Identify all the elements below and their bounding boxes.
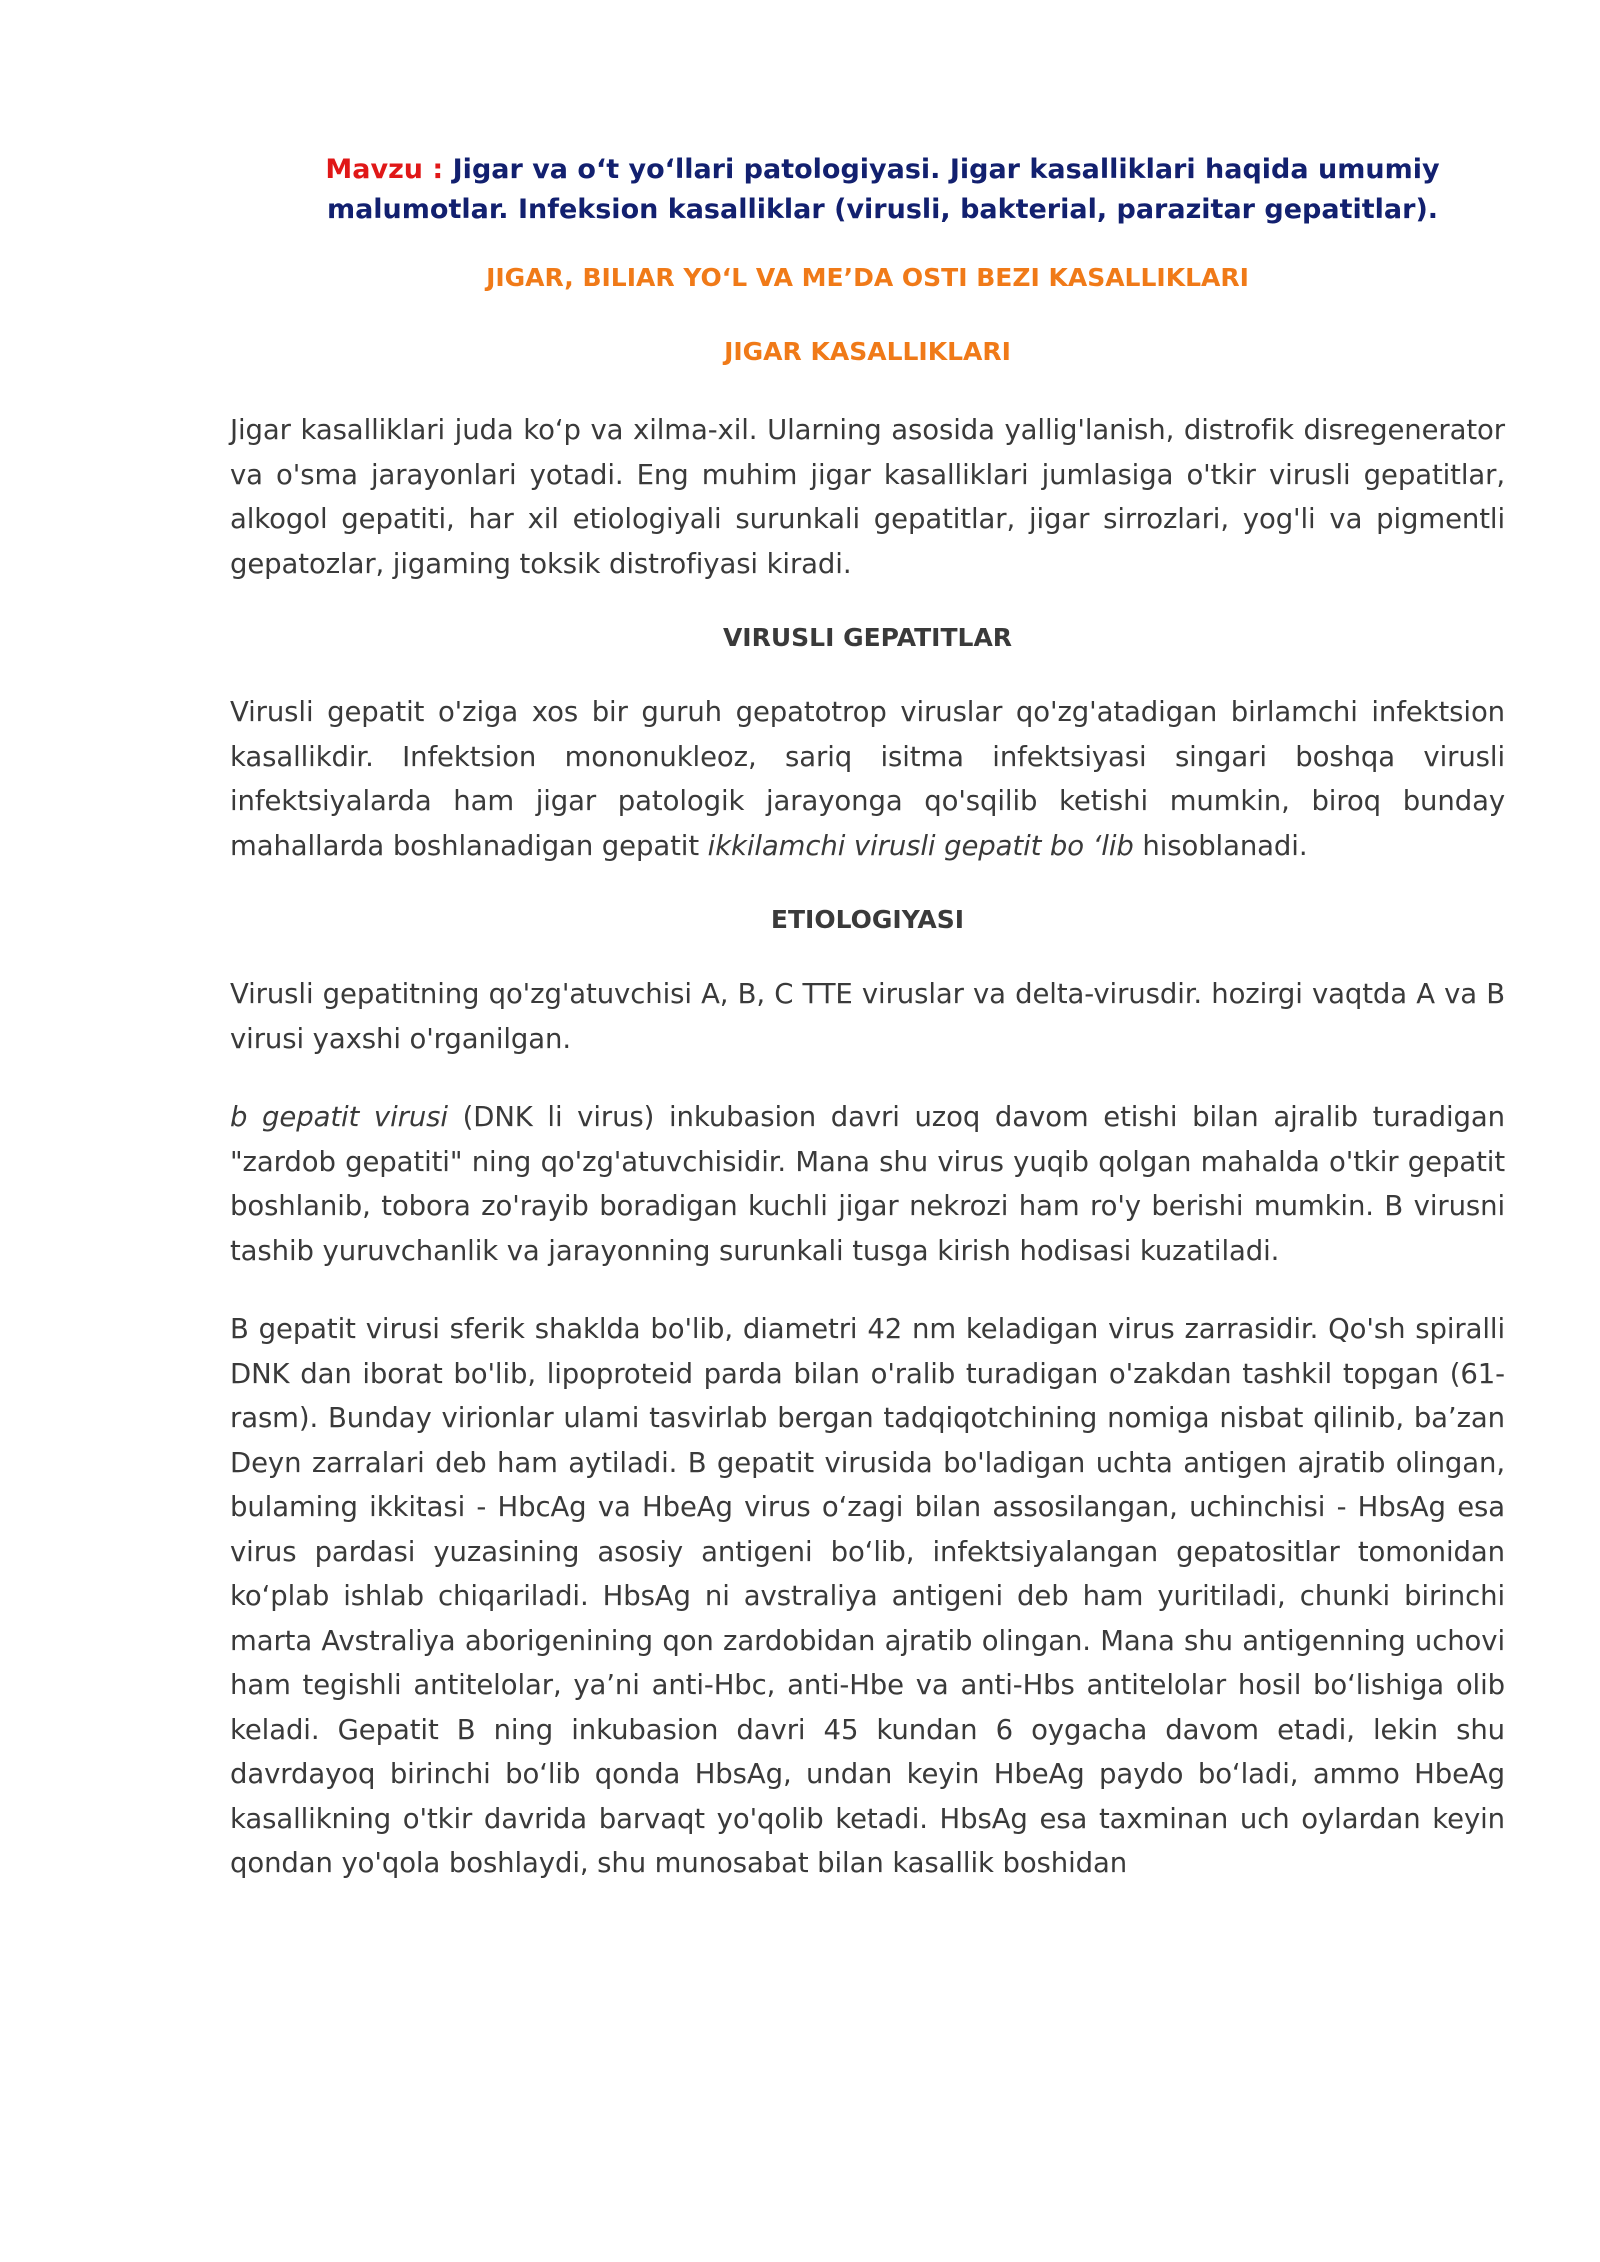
liver-diseases-heading: JIGAR KASALLIKLARI [724,337,1011,366]
viral-paragraph-italic: ikkilamchi virusli gepatit bo ‘lib [707,829,1134,862]
topic-text: Jigar va o‘t yo‘llari patologiyasi. Jigar kasalliklari haqida umumiy malumotlar. Infeksion kasalliklar (virusli, bakterial, parazitar gepatitlar). [326,154,1440,225]
viral-paragraph-tail: hisoblanadi. [1133,829,1308,862]
etiology-heading: ETIOLOGIYASI [770,905,965,934]
viral-paragraph-text: Virusli gepatit o'ziga xos bir guruh gepatotrop viruslar qo'zg'atadigan birlamchi infektsion kasallikdir. Infektsion mononukleoz, sariq isitma infektsiyasi singari boshqa virusli infektsiyalarda ham jigar patologik jarayonga qo'sqilib ketishi mumkin, biroq bunday mahallarda boshlanadigan gepatit [230,696,1505,862]
b-virus-paragraph [230,1095,1505,1273]
topic-label: Mavzu : [325,154,444,185]
b-virus-text: (DNK li virus) inkubasion davri uzoq davom etishi bilan ajralib turadigan "zardob gepatiti" ning qo'zg'atuvchisidir. Mana shu virus yuqib qolgan mahalda o'tkir gepatit boshlanib, tobora zo'rayib boradigan kuchli jigar nekrozi ham ro'y berishi mumkin. B virusni tashib yuruvchanlik va jarayonning surunkali tusga kirish hodisasi kuzatiladi. [230,1101,1505,1267]
topic-title [230,150,1505,230]
intro-paragraph: Jigar kasalliklari juda ko‘p va xilma-xil. Ularning asosida yallig'lanish, distrofik disregenerator va o'sma jarayonlari yotadi. Eng muhim jigar kasalliklari jumlasiga o'tkir virusli gepatitlar, alkogol gepatiti, har xil etiologiyali surunkali gepatitlar, jigar sirrozlari, yog'li va pigmentli gepatozlar, jigaming toksik distrofiyasi kiradi. [230,414,1505,580]
viral-hepatitis-heading: VIRUSLI GEPATITLAR [722,623,1013,652]
b-virus-italic: b gepatit virusi [230,1101,448,1133]
main-heading: JIGAR, BILIAR YO‘L VA ME’DA OSTI BEZI KASALLIKLARI [486,263,1249,292]
viral-hepatitis-paragraph [230,690,1505,868]
etiology-paragraph: Virusli gepatitning qo'zg'atuvchisi A, B, C TTE viruslar va delta-virusdir. hozirgi vaqtda A va B virusi yaxshi o'rganilgan. [230,978,1505,1055]
virus-structure-paragraph: B gepatit virusi sferik shaklda bo'lib, diametri 42 nm keladigan virus zarrasidir. Qo'sh spiralli DNK dan iborat bo'lib, lipoproteid parda bilan o'ralib turadigan o'zakdan tashkil topgan (61-rasm). Bunday virionlar ulami tasvirlab bergan tadqiqotchining nomiga nisbat qilinib, ba’zan Deyn zarralari deb ham aytiladi. B gepatit virusida bo'ladigan uchta antigen ajratib olingan, bulaming ikkitasi - HbcAg va HbeAg virus o‘zagi bilan assosilangan, uchinchisi - HbsAg esa virus pardasi yuzasining asosiy antigeni bo‘lib, infektsiyalangan gepatositlar tomonidan ko‘plab ishlab chiqariladi. HbsAg ni avstraliya antigeni deb ham yuritiladi, chunki birinchi marta Avstraliya aborigenining qon zardobidan ajratib olingan. Mana shu antigenning uchovi ham tegishli antitelolar, ya’ni anti-Hbc, anti-Hbe va anti-Hbs antitelolar hosil bo‘lishiga olib keladi. Gepatit B ning inkubasion davri 45 kundan 6 oygacha davom etadi, lekin shu davrdayoq birinchi bo‘lib qonda HbsAg, undan keyin HbeAg paydo bo‘ladi, ammo HbeAg kasallikning o'tkir davrida barvaqt yo'qolib ketadi. HbsAg esa taxminan uch oylardan keyin qondan yo'qola boshlaydi, shu munosabat bilan kasallik boshidan [230,1313,1505,1879]
